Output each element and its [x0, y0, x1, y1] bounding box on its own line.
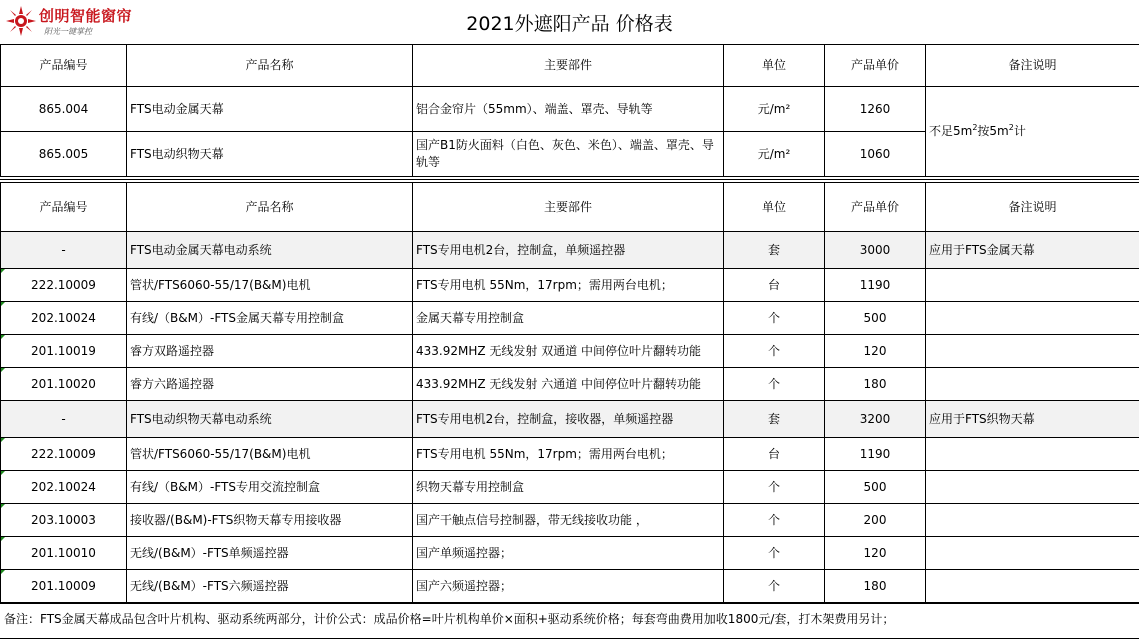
table-row[interactable] [1, 438, 1139, 471]
price-cell[interactable]: 1260 [825, 87, 926, 132]
product-code-cell[interactable]: 222.10009 [1, 269, 127, 302]
price-cell[interactable]: 3200 [825, 401, 926, 438]
cell-marker-icon [1, 335, 5, 339]
note-text-b: 按5m [977, 124, 1009, 138]
unit-cell[interactable]: 个 [724, 537, 825, 570]
cell-marker-icon [1, 269, 5, 273]
table-row[interactable] [1, 368, 1139, 401]
unit-cell[interactable]: 元/m² [724, 132, 825, 177]
table-header-row [1, 45, 1139, 87]
parts-cell[interactable]: 国产干触点信号控制器，带无线接收功能 ， [413, 504, 724, 537]
table-row[interactable] [1, 269, 1139, 302]
parts-cell[interactable]: FTS专用电机2台，控制盒，接收器，单频遥控器 [413, 401, 724, 438]
page-title: 2021外遮阳产品 价格表 [466, 13, 673, 35]
parts-cell[interactable]: 国产六频遥控器； [413, 570, 724, 603]
header-cell: 产品单价 [825, 183, 926, 232]
cell-marker-icon [1, 368, 5, 372]
header-cell: 备注说明 [926, 183, 1139, 232]
header-cell: 产品编号 [1, 183, 127, 232]
product-code-cell[interactable]: - [1, 232, 127, 269]
parts-cell[interactable]: FTS专用电机 55Nm，17rpm；需用两台电机； [413, 438, 724, 471]
note-cell[interactable] [926, 471, 1139, 504]
note-text-c: 计 [1013, 124, 1026, 138]
price-cell[interactable]: 200 [825, 504, 926, 537]
note-cell[interactable] [926, 570, 1139, 603]
note-cell[interactable] [926, 537, 1139, 570]
note-cell[interactable] [926, 504, 1139, 537]
unit-cell[interactable]: 个 [724, 570, 825, 603]
price-cell[interactable]: 1190 [825, 438, 926, 471]
price-cell[interactable]: 1190 [825, 269, 926, 302]
cell-marker-icon [1, 537, 5, 541]
header-cell: 单位 [724, 45, 825, 87]
product-code-cell[interactable]: 203.10003 [1, 504, 127, 537]
price-cell[interactable]: 500 [825, 302, 926, 335]
unit-cell[interactable]: 套 [724, 401, 825, 438]
cell-marker-icon [1, 302, 5, 306]
product-code-cell[interactable]: 202.10024 [1, 471, 127, 504]
note-cell[interactable] [926, 438, 1139, 471]
product-name-cell[interactable]: 有线/（B&M）-FTS专用交流控制盒 [127, 471, 413, 504]
unit-cell[interactable]: 个 [724, 471, 825, 504]
cell-marker-icon [1, 471, 5, 475]
product-name-cell[interactable]: 管状/FTS6060-55/17(B&M)电机 [127, 269, 413, 302]
parts-cell[interactable]: 织物天幕专用控制盒 [413, 471, 724, 504]
system-row[interactable] [1, 232, 1139, 269]
price-cell[interactable]: 3000 [825, 232, 926, 269]
parts-cell[interactable]: 433.92MHZ 无线发射 六通道 中间停位叶片翻转功能 [413, 368, 724, 401]
header-cell: 备注说明 [926, 45, 1139, 87]
product-name-cell[interactable]: 接收器/(B&M)-FTS织物天幕专用接收器 [127, 504, 413, 537]
header-cell: 主要部件 [413, 183, 724, 232]
unit-cell[interactable]: 元/m² [724, 87, 825, 132]
table-row[interactable] [1, 471, 1139, 504]
parts-cell[interactable]: 金属天幕专用控制盒 [413, 302, 724, 335]
product-name-cell[interactable]: FTS电动金属天幕 [127, 87, 413, 132]
note-cell[interactable] [926, 87, 1139, 177]
table-row[interactable] [1, 302, 1139, 335]
unit-cell[interactable]: 台 [724, 269, 825, 302]
table-header-row [1, 183, 1139, 232]
product-code-cell[interactable]: 865.005 [1, 132, 127, 177]
header-cell: 单位 [724, 183, 825, 232]
parts-cell[interactable]: 国产单频遥控器； [413, 537, 724, 570]
product-name-cell[interactable]: 睿方双路遥控器 [127, 335, 413, 368]
price-cell[interactable]: 500 [825, 471, 926, 504]
price-cell[interactable]: 120 [825, 537, 926, 570]
product-code-cell[interactable]: 201.10020 [1, 368, 127, 401]
parts-cell[interactable]: 433.92MHZ 无线发射 双通道 中间停位叶片翻转功能 [413, 335, 724, 368]
note-cell[interactable] [926, 335, 1139, 368]
note-cell[interactable] [926, 302, 1139, 335]
product-name-cell[interactable]: 管状/FTS6060-55/17(B&M)电机 [127, 438, 413, 471]
table-row[interactable] [1, 335, 1139, 368]
product-name-cell[interactable]: 无线/(B&M）-FTS六频遥控器 [127, 570, 413, 603]
parts-cell[interactable]: 铝合金帘片（55mm）、端盖、罩壳、导轨等 [413, 87, 724, 132]
product-name-cell[interactable]: FTS电动织物天幕电动系统 [127, 401, 413, 438]
parts-cell[interactable]: FTS专用电机 55Nm，17rpm；需用两台电机； [413, 269, 724, 302]
price-cell[interactable]: 1060 [825, 132, 926, 177]
price-cell[interactable]: 180 [825, 368, 926, 401]
product-code-cell[interactable]: 202.10024 [1, 302, 127, 335]
header-cell: 产品名称 [127, 45, 413, 87]
unit-cell[interactable]: 台 [724, 438, 825, 471]
drive-system-table [0, 182, 1139, 603]
logo-slogan: 阳光一键掌控 [44, 27, 92, 36]
product-name-cell[interactable]: 有线/（B&M）-FTS金属天幕专用控制盒 [127, 302, 413, 335]
product-code-cell[interactable]: 222.10009 [1, 438, 127, 471]
parts-cell[interactable]: FTS专用电机2台，控制盒，单频遥控器 [413, 232, 724, 269]
product-name-cell[interactable]: FTS电动金属天幕电动系统 [127, 232, 413, 269]
unit-cell[interactable]: 个 [724, 302, 825, 335]
table-row[interactable] [1, 504, 1139, 537]
note-cell[interactable] [926, 368, 1139, 401]
product-price-table [0, 44, 1139, 177]
unit-cell[interactable]: 个 [724, 368, 825, 401]
product-code-cell[interactable]: 865.004 [1, 87, 127, 132]
product-code-cell[interactable]: 201.10019 [1, 335, 127, 368]
product-name-cell[interactable]: 无线/(B&M）-FTS单频遥控器 [127, 537, 413, 570]
sheet-header [0, 0, 1139, 45]
unit-cell[interactable]: 个 [724, 504, 825, 537]
header-cell: 产品名称 [127, 183, 413, 232]
product-code-cell[interactable]: 201.10010 [1, 537, 127, 570]
system-row[interactable] [1, 401, 1139, 438]
note-cell[interactable]: 应用于FTS金属天幕 [926, 232, 1139, 269]
price-cell[interactable]: 120 [825, 335, 926, 368]
header-cell: 产品编号 [1, 45, 127, 87]
table-row[interactable] [1, 537, 1139, 570]
table-row[interactable] [1, 570, 1139, 603]
note-text-a: 不足5m [929, 124, 973, 138]
table-row[interactable] [1, 87, 1139, 132]
header-cell: 主要部件 [413, 45, 724, 87]
note-cell[interactable] [926, 269, 1139, 302]
note-sup-a: 2 [972, 123, 978, 132]
product-code-cell[interactable]: - [1, 401, 127, 438]
cell-marker-icon [1, 570, 5, 574]
cell-marker-icon [1, 504, 5, 508]
header-cell: 产品单价 [825, 45, 926, 87]
table-body [1, 232, 1139, 603]
cell-marker-icon [1, 438, 5, 442]
footer-note: 备注：FTS金属天幕成品包含叶片机构、驱动系统两部分，计价公式：成品价格=叶片机构单价×面积+驱动系统价格；每套弯曲费用加收1800元/套，打木架费用另计； [0, 603, 1139, 639]
product-code-cell[interactable]: 201.10009 [1, 570, 127, 603]
unit-cell[interactable]: 套 [724, 232, 825, 269]
product-name-cell[interactable]: 睿方六路遥控器 [127, 368, 413, 401]
product-name-cell[interactable]: FTS电动织物天幕 [127, 132, 413, 177]
parts-cell[interactable]: 国产B1防火面料（白色、灰色、米色）、端盖、罩壳、导轨等 [413, 132, 724, 177]
note-cell[interactable]: 应用于FTS织物天幕 [926, 401, 1139, 438]
price-cell[interactable]: 180 [825, 570, 926, 603]
note-sup-b: 2 [1008, 123, 1014, 132]
logo-company-name: 创明智能窗帘 [39, 7, 133, 25]
unit-cell[interactable]: 个 [724, 335, 825, 368]
